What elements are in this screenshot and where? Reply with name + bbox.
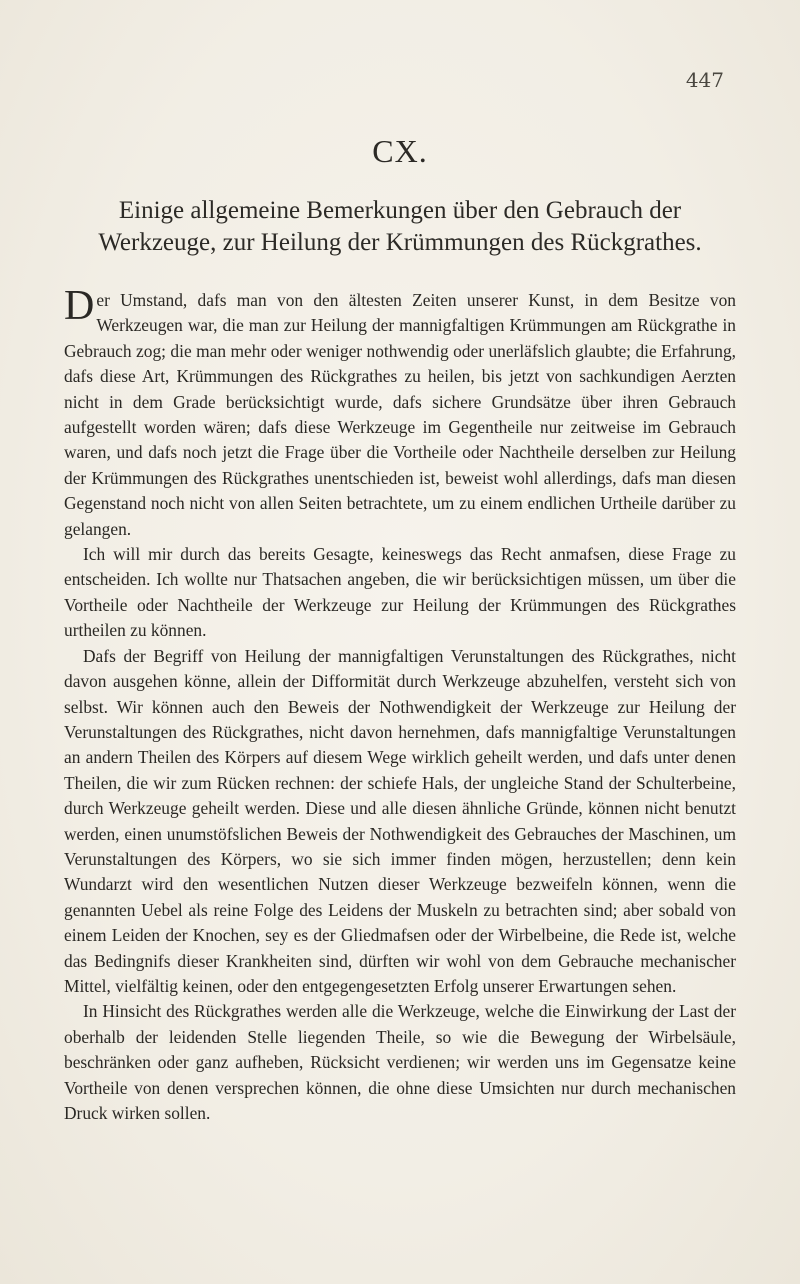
paragraph-3: Dafs der Begriff von Heilung der mannigfaltigen Verunstaltungen des Rückgrathes, nicht davon ausgehen könne, allein der Difformität durch Werkzeuge abzuhelfen, versteht sich von selbst. Wir können auch den Beweis der Nothwendigkeit der Werkzeuge zur Heilung der Verunstaltungen des Rückgrathes, nicht davon hernehmen, dafs mannigfaltige Verunstaltungen an andern Theilen des Körpers auf diesem Wege wirklich geheilt werden, und dafs unter denen Theilen, die wir zum Rücken rechnen: der schiefe Hals, der ungleiche Stand der Schulterbeine, durch Werkzeuge geheilt werden. Diese und alle diesen ähnliche Gründe, können nicht benutzt werden, einen unumstöfslichen Beweis der Nothwendigkeit des Gebrauches der Maschinen, um Verunstaltungen des Körpers, wo sie sich immer finden mögen, herzustellen; denn kein Wundarzt wird den wesentlichen Nutzen dieser Werkzeuge bezweifeln können, wenn die genannten Uebel als reine Folge des Leidens der Muskeln zu betrachten sind; aber sobald von einem Leiden der Knochen, sey es der Gliedmafsen oder der Wirbelbeine, die Rede ist, welche das Bedingnifs dieser Krankheiten sind, dürften wir wohl von dem Gebrauche mechanischer Mittel, vielfältig keinen, oder den entgegengesetzten Erfolg unserer Erwartungen sehen. bbox=[64, 645, 736, 996]
paragraph-1 bbox=[64, 283, 736, 542]
paragraph-4: In Hinsicht des Rückgrathes werden alle die Werkzeuge, welche die Einwirkung der Last der oberhalb der leidenden Stelle liegenden Theile, so wie die Bewegung der Wirbelsäule, beschränken oder ganz aufheben, Rücksicht verdienen; wir werden uns im Gegensatze keine Vortheile von denen versprechen können, die ohne diese Umsichten nur durch mechanischen Druck wirken sollen. bbox=[64, 1001, 736, 1123]
drop-cap: D bbox=[64, 283, 95, 329]
paragraph-1-text: er Umstand, dafs man von den ältesten Zeiten unserer Kunst, in dem Besitze von Werkzeugen war, die man zur Heilung der mannigfaltigen Krümmungen am Rückgrathe in Gebrauch zog; die man mehr oder weniger nothwendig oder unerläfslich glaubte; die Erfahrung, dafs diese Art, Krümmungen des Rückgrathes zu heilen, bis jetzt von sachkundigen Aerzten nicht in dem Grade berücksichtigt wurde, dafs sichere Grundsätze über ihren Gebrauch aufgestellt worden wären; dafs diese Werkzeuge im Gegentheile nur zeitweise im Gebrauch waren, und dafs noch jetzt die Frage über die Vortheile oder Nachtheile derselben zur Heilung der Krümmungen des Rückgrathes unentschieden ist, beweist wohl allerdings, dafs man diesen Gegenstand noch nicht von allen Seiten betrachtete, um zu einem endlichen Urtheile darüber zu gelangen. bbox=[64, 290, 736, 539]
paragraph-2: Ich will mir durch das bereits Gesagte, keineswegs das Recht anmafsen, diese Frage zu entscheiden. Ich wollte nur Thatsachen angeben, die wir berücksichtigen müssen, um über die Vortheile oder Nachtheile der Werkzeuge zur Heilung der Krümmungen des Rückgrathes urtheilen zu können. bbox=[64, 544, 736, 641]
page-number: 447 bbox=[685, 68, 724, 92]
section-title: Einige allgemeine Bemerkungen über den Gebrauch der Werkzeuge, zur Heilung der Krümmungen des Rückgrathes. bbox=[98, 197, 702, 256]
body-text bbox=[64, 283, 736, 1126]
chapter-heading: CX. bbox=[372, 133, 428, 169]
